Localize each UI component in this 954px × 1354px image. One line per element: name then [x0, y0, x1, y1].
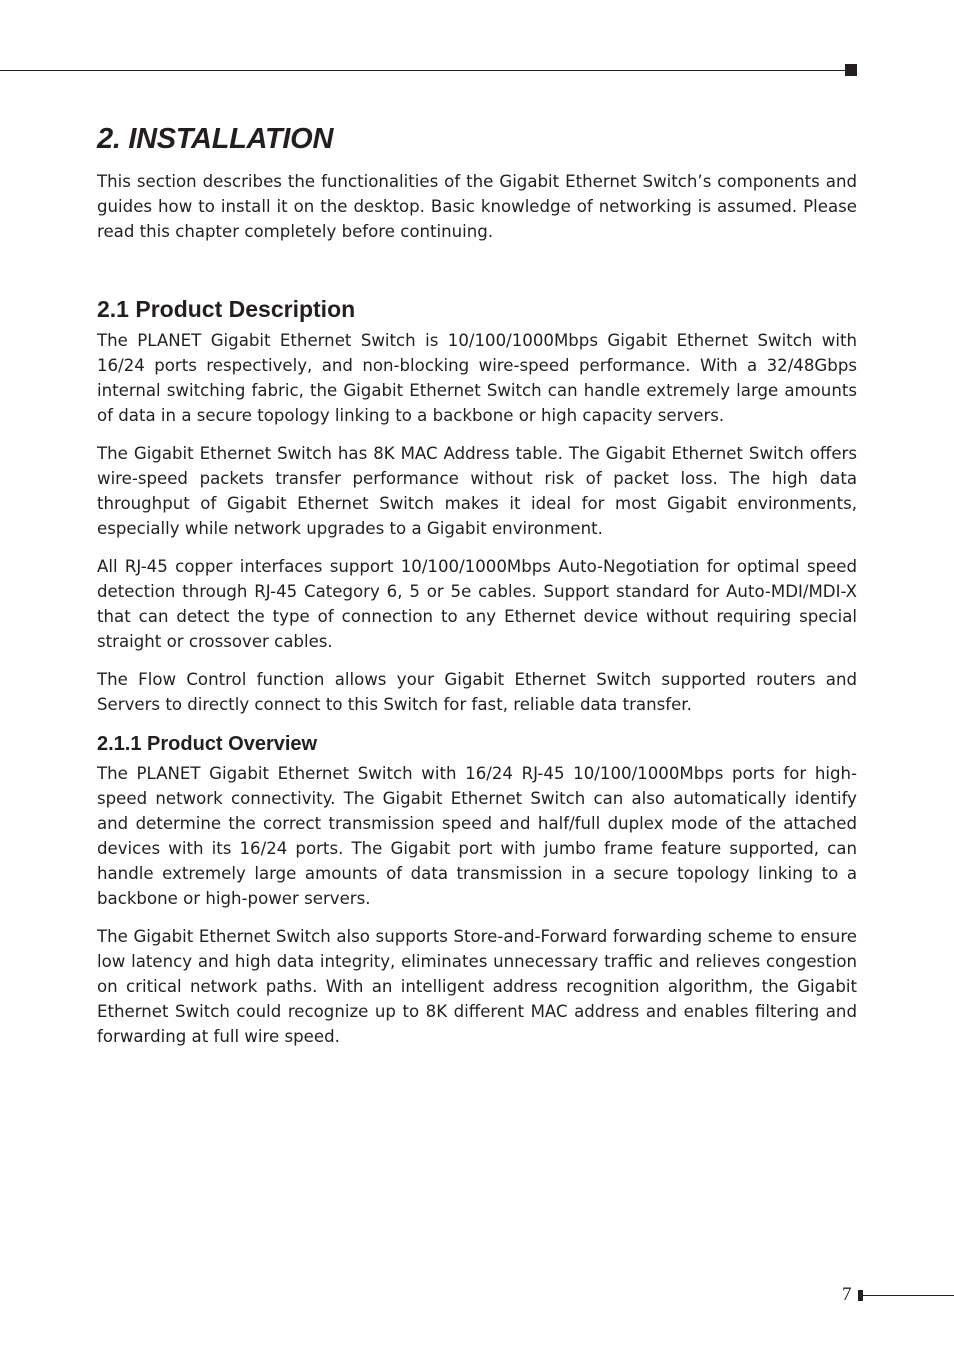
chapter-title: 2. INSTALLATION: [97, 123, 334, 155]
paragraph: The Gigabit Ethernet Switch has 8K MAC Address table. The Gigabit Ethernet Switch offers wire-speed packets transfer performance without risk of packet loss. The high data throughput of Gigabit Ethernet Switch makes it ideal for most Gigabit environments, especially while network upgrades to a Gigabit environment.: [97, 444, 857, 538]
paragraph: All RJ-45 copper interfaces support 10/100/1000Mbps Auto-Negotiation for optimal speed detection through RJ-45 Category 6, 5 or 5e cables. Support standard for Auto-MDI/MDI-X that can detect the type of connection to any Ethernet device without requiring special straight or crossover cables.: [97, 557, 857, 651]
page-number: 7: [842, 1284, 852, 1305]
header-square-marker: [845, 64, 857, 76]
header-rule: [0, 70, 846, 71]
paragraph: The PLANET Gigabit Ethernet Switch is 10/100/1000Mbps Gigabit Ethernet Switch with 16/24 ports respectively, and non-blocking wire-speed performance. With a 32/48Gbps internal switching fabric, the Gigabit Ethernet Switch can handle extremely large amounts of data in a secure topology linking to a backbone or high capacity servers.: [97, 331, 857, 425]
section-heading-product-description: 2.1 Product Description: [97, 296, 356, 322]
intro-paragraph: This section describes the functionalities of the Gigabit Ethernet Switch’s components and guides how to install it on the desktop. Basic knowledge of networking is assumed. Please read this chapter completely before continuing.: [97, 172, 857, 241]
paragraph: The PLANET Gigabit Ethernet Switch with 16/24 RJ-45 10/100/1000Mbps ports for high-speed network connectivity. The Gigabit Ethernet Switch can also automatically identify and determine the correct transmission speed and half/full duplex mode of the attached devices with its 16/24 ports. The Gigabit port with jumbo frame feature supported, can handle extremely large amounts of data transmission in a secure topology linking to a backbone or high-power servers.: [97, 764, 857, 908]
paragraph: The Gigabit Ethernet Switch also supports Store-and-Forward forwarding scheme to ensure low latency and high data integrity, eliminates unnecessary traffic and relieves congestion on critical network paths. With an intelligent address recognition algorithm, the Gigabit Ethernet Switch could recognize up to 8K different MAC address and enables filtering and forwarding at full wire speed.: [97, 927, 857, 1046]
paragraph: The Flow Control function allows your Gigabit Ethernet Switch supported routers and Servers to directly connect to this Switch for fast, reliable data transfer.: [97, 670, 857, 714]
subsection-heading-product-overview: 2.1.1 Product Overview: [97, 733, 318, 755]
footer-rule: [863, 1295, 954, 1296]
page-content: [97, 118, 857, 1062]
